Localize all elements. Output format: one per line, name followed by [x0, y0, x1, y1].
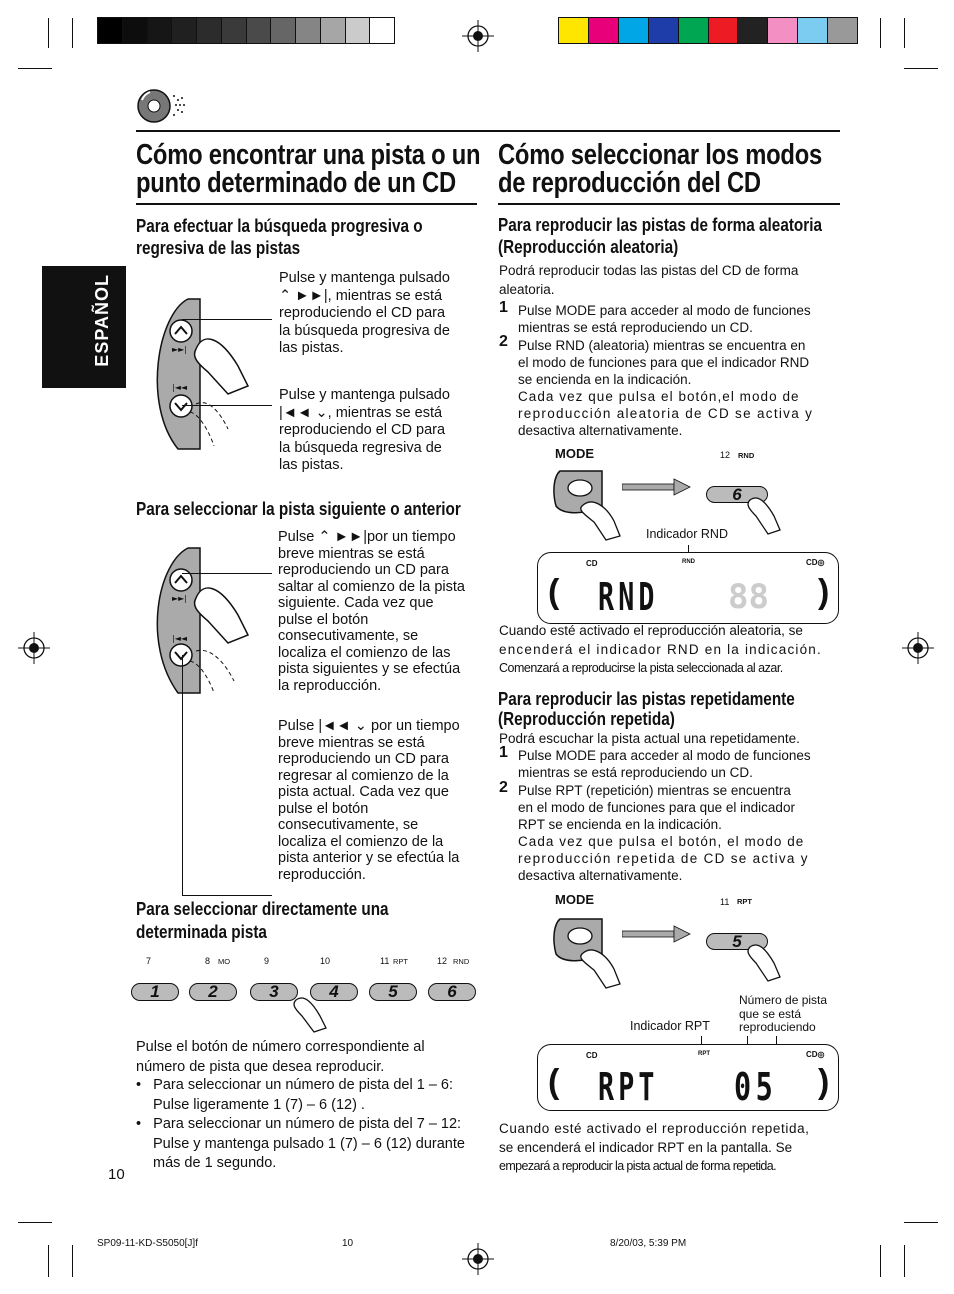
number-button-4[interactable]: 4 — [310, 983, 358, 1001]
finger-icon — [286, 994, 336, 1034]
track-label-12: 12 — [437, 956, 448, 966]
footer-file: SP09-11-KD-S5050[J]f — [97, 1238, 198, 1249]
rnd-indicator-label: Indicador RND — [646, 527, 728, 541]
rnd-button[interactable]: 6 — [706, 486, 768, 503]
color-swatch — [148, 18, 173, 43]
track-label-10: 10 — [320, 956, 331, 966]
color-swatch — [247, 18, 272, 43]
track-number-note: Número de pista que se está reproduciendo — [739, 993, 828, 1034]
header-rule — [136, 130, 840, 132]
color-swatch — [271, 18, 296, 43]
arrow-right-icon — [622, 477, 692, 497]
right-title-line1: Cómo seleccionar los modos — [498, 139, 822, 171]
finger-icon — [742, 941, 792, 983]
color-swatch — [738, 18, 768, 43]
number-button-6[interactable]: 6 — [428, 983, 476, 1001]
random-step2-text: Pulse RND (aleatoria) mientras se encuentra en el modo de funciones para que el indicador RND se encienda en la indicación. Cada vez que pulsa el botón,el modo de reproducción aleatoria de CD se activa y desactiva alternativamente. — [518, 338, 814, 438]
track-label-rnd: RND — [453, 957, 470, 966]
svg-text:|◄◄: |◄◄ — [172, 634, 187, 643]
up-skip-forward-icon: ⌃ ►►| — [318, 529, 367, 545]
color-swatch — [296, 18, 321, 43]
display-rpt-tag: RPT — [698, 1051, 710, 1057]
random-step2-number: 2 — [499, 333, 508, 350]
language-tab-label: ESPAÑOL — [92, 274, 112, 367]
language-tab — [42, 266, 126, 388]
color-swatch — [321, 18, 346, 43]
track-label-7: 7 — [146, 956, 152, 966]
display-rpt-text: RPT — [598, 1065, 659, 1109]
number-button-3[interactable]: 3 — [250, 983, 298, 1001]
registration-mark-icon — [902, 632, 934, 664]
track-label-11: 11 — [380, 956, 390, 966]
track-label-mo: MO — [218, 957, 231, 966]
random-step1-text: Pulse MODE para acceder al modo de funciones mientras se está reproduciendo un CD. — [518, 303, 811, 335]
display-cd-logo-icon: CD◎ — [806, 558, 825, 567]
svg-text:►►|: ►►| — [172, 345, 187, 354]
skip-back-down-icon: |◄◄ ⌄ — [318, 718, 367, 734]
color-swatch — [559, 18, 589, 43]
right-title-line2: de reproducción del CD — [498, 167, 761, 199]
track-label-9: 9 — [264, 956, 270, 966]
number-button-2[interactable]: 2 — [189, 983, 237, 1001]
section1-paragraph1: Pulse y mantenga pulsado ⌃ ►►|, mientras se está reproduciendo el CD para la búsqueda progresiva de las pistas. — [279, 270, 450, 356]
button-number-label: 12 — [720, 450, 731, 460]
lcd-display-random — [537, 552, 839, 624]
left-title-line1: Cómo encontrar una pista o un — [136, 139, 481, 171]
display-track-number: 05 — [734, 1065, 778, 1109]
section1-heading-line2: regresiva de las pistas — [136, 238, 301, 258]
cmyk-color-bar — [558, 17, 858, 44]
registration-mark-icon — [462, 1243, 494, 1275]
track-label-8: 8 — [205, 956, 211, 966]
section3-bullet2: • Para seleccionar un número de pista del 7 – 12: Pulse y mantenga pulsado 1 (7) – 6 (12) durante más de 1 segundo. — [136, 1116, 465, 1171]
section3-heading-line2: determinada pista — [136, 922, 267, 942]
random-heading-line2: (Reproducción aleatoria) — [498, 237, 679, 257]
number-button-1[interactable]: 1 — [131, 983, 179, 1001]
color-swatch — [828, 18, 857, 43]
random-intro: Podrá reproducir todas las pistas del CD de forma aleatoria. — [499, 263, 799, 297]
registration-mark-icon — [462, 20, 494, 52]
repeat-step2-number: 2 — [499, 779, 508, 796]
up-skip-forward-icon: ⌃ ►►| — [279, 287, 328, 304]
section2-paragraph1: Pulse ⌃ ►►|por un tiempo breve mientras se está reproduciendo un CD para saltar al comienzo de la pista siguiente. Cada vez que pulse el botón consecutivamente, se localiza el comienzo de las pista siguientes y se efectúa la reproducción. — [278, 529, 465, 694]
repeat-heading-line2: (Reproducción repetida) — [498, 709, 675, 729]
skip-back-down-icon: |◄◄ ⌄ — [279, 404, 328, 421]
repeat-heading-line1: Para reproducir las pistas repetidamente — [498, 689, 795, 709]
display-cd-label: CD — [586, 1051, 598, 1060]
section1-paragraph2: Pulse y mantenga pulsado |◄◄ ⌄, mientras se está reproduciendo el CD para la búsqueda regresiva de las pistas. — [279, 387, 450, 473]
color-swatch — [346, 18, 371, 43]
display-bracket-right-icon: ) — [818, 573, 830, 611]
section2-heading: Para seleccionar la pista siguiente o anterior — [136, 499, 461, 519]
left-title-line2: punto determinado de un CD — [136, 167, 456, 199]
number-button-5[interactable]: 5 — [369, 983, 417, 1001]
section2-paragraph2: Pulse |◄◄ ⌄ por un tiempo breve mientras se está reproduciendo un CD para regresar al comienzo de la pista actual. Cada vez que pulse el botón consecutivamente, se localiza el comienzo de la pista anterior y se efectúa la reproducción. — [278, 718, 460, 883]
finger-icon — [742, 494, 792, 536]
repeat-step1-text: Pulse MODE para acceder al modo de funciones mientras se está reproduciendo un CD. — [518, 748, 811, 780]
footer-date: 8/20/03, 5:39 PM — [610, 1238, 687, 1249]
color-swatch — [589, 18, 619, 43]
display-bracket-right-icon: ) — [818, 1063, 830, 1101]
button-tag-label: RND — [738, 451, 755, 460]
display-blank-digits-icon: 88 — [728, 577, 769, 617]
color-swatch — [98, 18, 123, 43]
button-tag-label: RPT — [737, 897, 752, 906]
cd-icon — [136, 88, 192, 124]
display-bracket-left-icon: ( — [548, 573, 560, 611]
svg-text:|◄◄: |◄◄ — [172, 383, 187, 392]
display-cd-label: CD — [586, 559, 598, 568]
section3-bullet1: • Para seleccionar un número de pista del 1 – 6: Pulse ligeramente 1 (7) – 6 (12) . — [136, 1077, 454, 1113]
display-cd-logo-icon: CD◎ — [806, 1050, 825, 1059]
repeat-after-text: Cuando esté activado el reproducción repetida, se encenderá el indicador RPT en la pantalla. Se empezará a reproducir la pista actual de forma repetida. — [499, 1121, 810, 1173]
page-number: 10 — [108, 1166, 125, 1183]
track-label-rpt: RPT — [393, 957, 408, 966]
repeat-intro: Podrá escuchar la pista actual una repetidamente. — [499, 731, 800, 746]
right-title-rule — [498, 203, 840, 205]
registration-mark-icon — [18, 632, 50, 664]
repeat-step1-number: 1 — [499, 744, 508, 761]
random-step1-number: 1 — [499, 299, 508, 316]
svg-text:►►|: ►►| — [172, 594, 187, 603]
arrow-right-icon — [622, 924, 692, 944]
color-swatch — [649, 18, 679, 43]
color-swatch — [798, 18, 828, 43]
rpt-indicator-label: Indicador RPT — [630, 1019, 710, 1033]
section3-paragraph: Pulse el botón de número correspondiente al número de pista que desea reproducir. — [136, 1039, 425, 1075]
color-swatch — [370, 18, 394, 43]
section1-heading-line1: Para efectuar la búsqueda progresiva o — [136, 216, 423, 236]
random-after-text: Cuando esté activado el reproducción aleatoria, se encenderá el indicador RND en la indicación. Comenzará a reproducirse la pista seleccionada al azar. — [499, 623, 822, 675]
color-swatch — [222, 18, 247, 43]
color-swatch — [123, 18, 148, 43]
mode-label: MODE — [555, 446, 594, 461]
color-swatch — [679, 18, 709, 43]
random-heading-line1: Para reproducir las pistas de forma aleatoria — [498, 215, 822, 235]
grayscale-color-bar — [97, 17, 395, 44]
button-number-label: 11 — [720, 897, 730, 907]
rpt-button[interactable]: 5 — [706, 933, 768, 950]
footer-center: 10 — [342, 1238, 354, 1249]
color-swatch — [768, 18, 798, 43]
control-panel-illustration — [148, 543, 288, 703]
display-bracket-left-icon: ( — [548, 1063, 560, 1101]
color-swatch — [172, 18, 197, 43]
repeat-step2-text: Pulse RPT (repetición) mientras se encuentra en el modo de funciones para que el indicador RPT se encienda en la indicación. Cada vez que pulsa el botón, el modo de reproducción repetida de CD se activa y desactiva alternativamente. — [518, 783, 809, 883]
color-swatch — [619, 18, 649, 43]
section3-heading-line1: Para seleccionar directamente una — [136, 899, 389, 919]
color-swatch — [709, 18, 739, 43]
display-rnd-tag: RND — [682, 559, 695, 565]
left-title-rule — [136, 203, 477, 205]
display-rnd-text: RND — [598, 575, 659, 619]
lcd-display-repeat — [537, 1044, 839, 1111]
color-swatch — [197, 18, 222, 43]
mode-label: MODE — [555, 892, 594, 907]
